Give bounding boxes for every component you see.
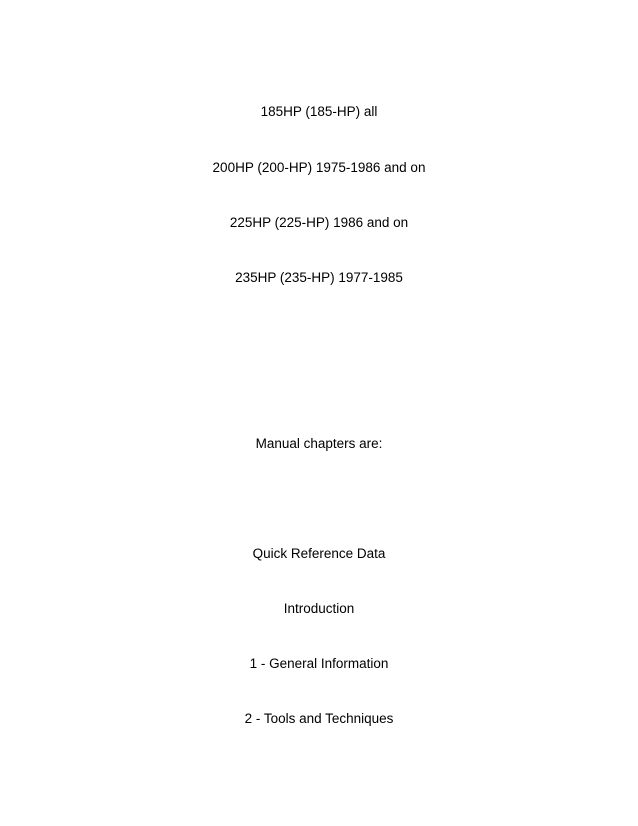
model-line-185hp: 185HP (185-HP) all	[260, 104, 378, 119]
chapter-item-tools-techniques: 2 - Tools and Techniques	[244, 711, 394, 726]
chapter-item-introduction: Introduction	[283, 601, 355, 616]
chapter-item-quick-reference: Quick Reference Data	[252, 546, 386, 561]
chapters-heading: Manual chapters are:	[255, 436, 383, 451]
model-line-225hp: 225HP (225-HP) 1986 and on	[229, 215, 409, 230]
chapter-item-general-information: 1 - General Information	[249, 656, 389, 671]
model-line-200hp: 200HP (200-HP) 1975-1986 and on	[212, 160, 426, 175]
model-line-235hp: 235HP (235-HP) 1977-1985	[235, 270, 403, 285]
